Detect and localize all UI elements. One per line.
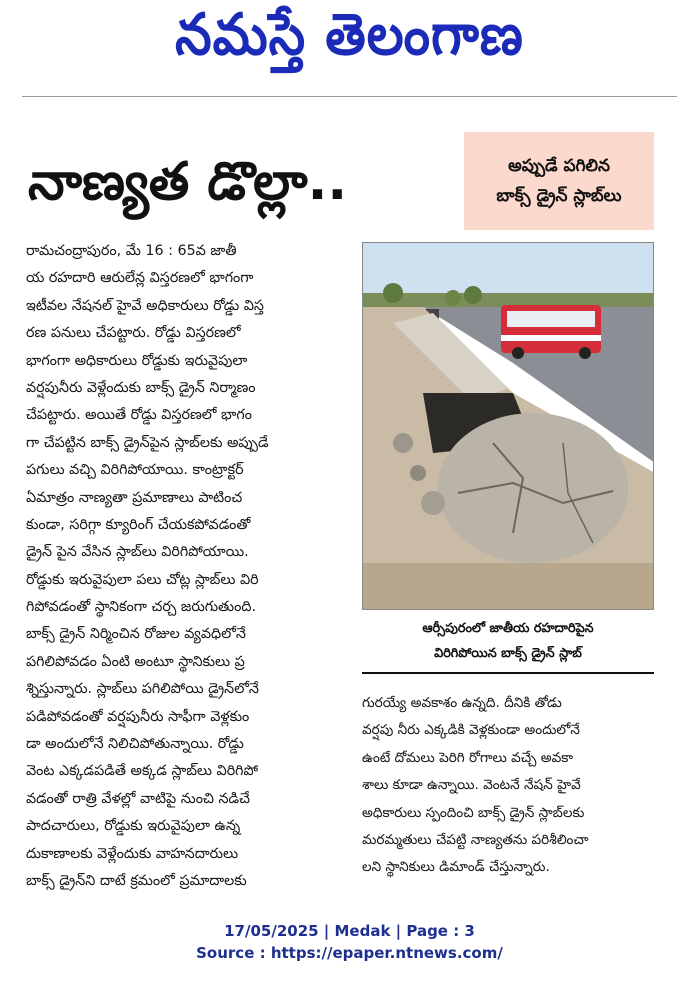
article-line: వర్షపు నీరు ఎక్కడికి వెళ్లకుండా అందులోనే: [362, 722, 580, 739]
article-body-column-1: [26, 238, 356, 895]
masthead-title: నమస్తే తెలంగాణ: [175, 2, 524, 69]
article-line: అధికారులు స్పందించి బాక్స్ డ్రైన్ స్లాబ్‌లకు: [362, 804, 585, 821]
kicker-line-1: అప్పుడే పగిలిన: [508, 156, 610, 176]
kicker-line-2: బాక్స్ డ్రైన్ స్లాబ్‌లు: [496, 186, 622, 206]
article-line: శ్నిస్తున్నారు. స్లాబ్‌లు పగిలిపోయి డ్రైన్‌లోనే: [26, 681, 259, 698]
article-line: శాలు కూడా ఉన్నాయి. వెంటనే నేషన్ హైవే: [362, 777, 581, 794]
article-line: చేపట్టారు. అయితే రోడ్డు విస్తరణలో భాగం: [26, 407, 252, 424]
article-line: డ్రైన్ పైన వేసిన స్లాబ్‌లు విరిగిపోయాయి.: [26, 544, 249, 561]
news-photo: [362, 242, 654, 610]
article-line: భాగంగా అధికారులు రోడ్డుకు ఇరువైపులా: [26, 352, 248, 369]
article-line: పాదచారులు, రోడ్డుకు ఇరువైపులా ఉన్న: [26, 818, 241, 835]
article-line: బాక్స్ డ్రైన్ నిర్మించిన రోజుల వ్యవధిలోనే: [26, 626, 246, 643]
masthead-divider: [22, 96, 677, 97]
article-line: రామచంద్రాపురం, మే 16 : 65వ జాతీ: [26, 243, 237, 259]
article-line: ఇటీవల నేషనల్ హైవే అధికారులు రోడ్డు విస్త: [26, 297, 264, 314]
footer-source: Source : https://epaper.ntnews.com/: [196, 944, 503, 962]
article-line: డా అందులోనే నిలిచిపోతున్నాయి. రోడ్డు: [26, 736, 244, 753]
article-line: బాక్స్ డ్రైన్‌ని దాటే క్రమంలో ప్రమాదాలకు: [26, 872, 247, 889]
article-line: రోడ్డుకు ఇరువైపులా పలు చోట్ల స్లాబ్‌లు విరి: [26, 571, 259, 588]
article-line: వర్షపునీరు వెళ్లేందుకు బాక్స్ డ్రైన్ నిర్మాణం: [26, 379, 256, 396]
article-line: పగులు వచ్చి విరిగిపోయాయి. కాంట్రాక్టర్: [26, 462, 244, 479]
caption-divider: [362, 672, 654, 674]
broken-slab-photo-icon: [363, 243, 654, 610]
article-line: గిపోవడంతో స్థానికంగా చర్చ జరుగుతుంది.: [26, 599, 256, 616]
page-footer: [0, 920, 699, 964]
article-line: పడిపోవడంతో వర్షపునీరు సాఫీగా వెళ్లకుం: [26, 708, 250, 725]
article-line: ఉంటే దోమలు పెరిగి రోగాలు వచ్చే అవకా: [362, 749, 574, 766]
article-line: పగిలిపోవడం ఏంటి అంటూ స్థానికులు ప్ర: [26, 653, 245, 670]
article-body-column-2: [362, 690, 654, 882]
kicker-box: [464, 132, 654, 230]
article-line: లని స్థానికులు డిమాండ్ చేస్తున్నారు.: [362, 859, 550, 876]
article-line: మరమ్మతులు చేపట్టి నాణ్యతను పరిశీలించా: [362, 831, 589, 848]
article-line: గా చేపట్టిన బాక్స్ డ్రైన్‌పైన స్లాబ్‌లకు అప్పుడే: [26, 434, 269, 451]
caption-line-2: విరిగిపోయిన బాక్స్ డ్రైన్ స్లాబ్: [434, 646, 582, 661]
article-line: ఏమాత్రం నాణ్యతా ప్రమాణాలు పాటించ: [26, 489, 243, 506]
article-line: కుండా, సరిగ్గా క్యూరింగ్ చేయకపోవడంతో: [26, 516, 251, 533]
article-line: రణ పనులు చేపట్టారు. రోడ్డు విస్తరణలో: [26, 325, 241, 342]
footer-date-edition: 17/05/2025 | Medak | Page : 3: [224, 922, 475, 940]
photo-caption: [362, 616, 654, 666]
masthead: [0, 0, 699, 96]
article-line: య రహదారి ఆరులేన్ల విస్తరణలో భాగంగా: [26, 270, 254, 287]
article-line: గురయ్యే అవకాశం ఉన్నది. దీనికి తోడు: [362, 695, 562, 711]
headline: నాణ్యత డొల్లా..: [28, 152, 348, 212]
caption-line-1: ఆర్సీపురంలో జాతీయ రహదారిపైన: [422, 621, 594, 636]
article-line: వెంట ఎక్కడపడితే అక్కడ స్లాబ్‌లు విరిగిపో: [26, 763, 259, 780]
article-line: వడంతో రాత్రి వేళల్లో వాటిపై నుంచి నడిచే: [26, 790, 250, 807]
article-line: దుకాణాలకు వెళ్లేందుకు వాహనదారులు: [26, 845, 239, 862]
